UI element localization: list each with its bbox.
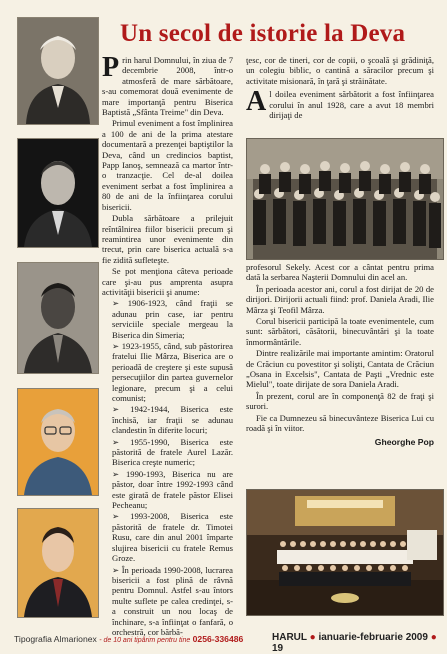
list-item: ➢ 1942-1944, Biserica este închisă, iar fraţii se adunau clandestin în diferite locuri; [112, 404, 233, 436]
article-title: Un secol de istorie la Deva [120, 20, 406, 47]
portrait-photo-man-with-tie [17, 262, 99, 374]
portrait-photo-young-man [17, 508, 99, 618]
printer-name: Tipografia Almarionex [14, 634, 97, 644]
article-column-right-top [246, 55, 434, 121]
list-item: ➢ 1990-1993, Biserica nu are păstor, doar între 1992-1993 când este girată de fratele păstor Elisei Pecheanu; [112, 468, 233, 511]
page-number: 19 [272, 643, 284, 654]
paragraph: l doilea eveniment sărbătorit a fost înfiinţarea corului în anul 1928, care a avut 18 membri dirijaţi de [269, 89, 434, 121]
list-item: ➢ În perioada 1990-2008, lucrarea bisericii a fost plină de râvnă pentru Domnul. Astfel s-au întors multe suflete pe calea credinţei, s-a construit un nou locaş de închinare, s-a înfiinţat o fanfară, o orchestră, cor bărbă- [112, 564, 233, 637]
article-column-left [102, 52, 233, 638]
paragraph: Se pot menţiona câteva perioade care şi-au pus amprenta asupra activităţii bisericii şi anume: [102, 266, 233, 297]
magazine-issue-line: HARUL ● ianuarie-februarie 2009 ● 19 [272, 632, 437, 654]
portrait-photo-man-in-suit [17, 138, 99, 248]
paragraph: Corul bisericii participă la toate evenimentele, cum sunt: sărbători, căsătorii, binecuvântări şi la toate înmormântările. [246, 316, 434, 347]
historical-choir-photo [246, 138, 444, 260]
magazine-name: HARUL [272, 632, 307, 643]
paragraph: Dintre realizările mai importante amintim: Oratorul de Crăciun cu povestitor şi solişti, Cantata de Crăciun „Osana in Excelsis", Cantata de Paşti „Vrednic este Mielul", toate dirijate de sora Daniela Aradi. [246, 348, 434, 390]
paragraph: ţesc, cor de tineri, cor de copii, o şcoală şi grădiniţă, un colegiu biblic, o cantină a săracilor precum şi activitate misionară, în ţară şi străinătate. [246, 55, 434, 86]
page-footer [0, 627, 447, 654]
paragraph: Fie ca Dumnezeu să binecuvânteze Biserica Lui cu roadă şi în viitor. [246, 412, 434, 434]
list-item: ➢ 1955-1990, Biserica este păstorită de fratele Aurel Lazăr. Biserica creşte numeric; [112, 436, 233, 468]
portrait-photo-elderly-man [17, 17, 99, 125]
portrait-photo-man-with-glasses [17, 388, 99, 496]
printer-phone: 0256-336486 [192, 634, 244, 644]
list-item: ➢ 1993-2008, Biserica este păstorită de fratele dr. Timotei Rusu, care din anul 2001 împarte slujirea bisericii cu fratele Remus Groze. [112, 511, 233, 564]
author-signature: Gheorghe Pop [374, 436, 434, 447]
drop-cap: P [102, 52, 120, 83]
drop-cap: A [246, 86, 267, 118]
paragraph: În perioada acestor ani, corul a fost dirijat de 20 de dirijori. Dirijorii actuali fiind: prof. Daniela Aradi, Ilie Mârza şi Teofil Mârza. [246, 283, 434, 315]
article-column-right-bottom [246, 262, 434, 448]
paragraph: profesorul Sekely. Acest cor a cântat pentru prima dată la serbarea Naşterii Domnului din acel an. [246, 262, 434, 283]
paragraph: Dubla sărbătoare a prilejuit reîntâlnirea fiilor bisericii precum şi reamintirea unor evenimente din trecut, prin care biserica actuală s-a fie zidită sufleteşte. [102, 213, 233, 265]
list-item: ➢ 1906-1923, când fraţii se adunau prin case, iar pentru serviciile speciale mergeau la Biserica din Simeria; [112, 298, 233, 340]
paragraph: Primul eveniment a fost împlinirea a 100 de ani de la prima atestare documentară a prezenţei baptiştilor la Deva, când un credincios baptist, Papp Ianoş, semnează ca martor într-o tranzacţie. Cel de-al doilea eveniment serbat a fost împlinirea a 80 de ani de la înfiinţarea corului bisericii. [102, 118, 233, 212]
list-item: ➢ 1923-1955, când, sub păstorirea fratelui Ilie Mârza, Biserica are o perioadă de creştere şi este supusă persecuţiilor din partea guvernelor legionare, precum şi a celui comunist; [112, 340, 233, 403]
printer-tagline: - de 10 ani tipărim pentru tine [99, 637, 191, 644]
printer-credit [14, 634, 243, 644]
paragraph: rin harul Domnului, în ziua de 7 decembrie 2008, într-o atmosferă de mare sărbătoare, s-au comemorat două evenimente de mare importanţă pentru Biserica Baptistă „Sfânta Treime" din Deva. [102, 55, 233, 118]
paragraph: În prezent, corul are în componenţă 82 de fraţi şi surori. [246, 390, 434, 412]
issue-date: ianuarie-februarie 2009 [318, 632, 428, 643]
modern-choir-photo [246, 489, 444, 616]
